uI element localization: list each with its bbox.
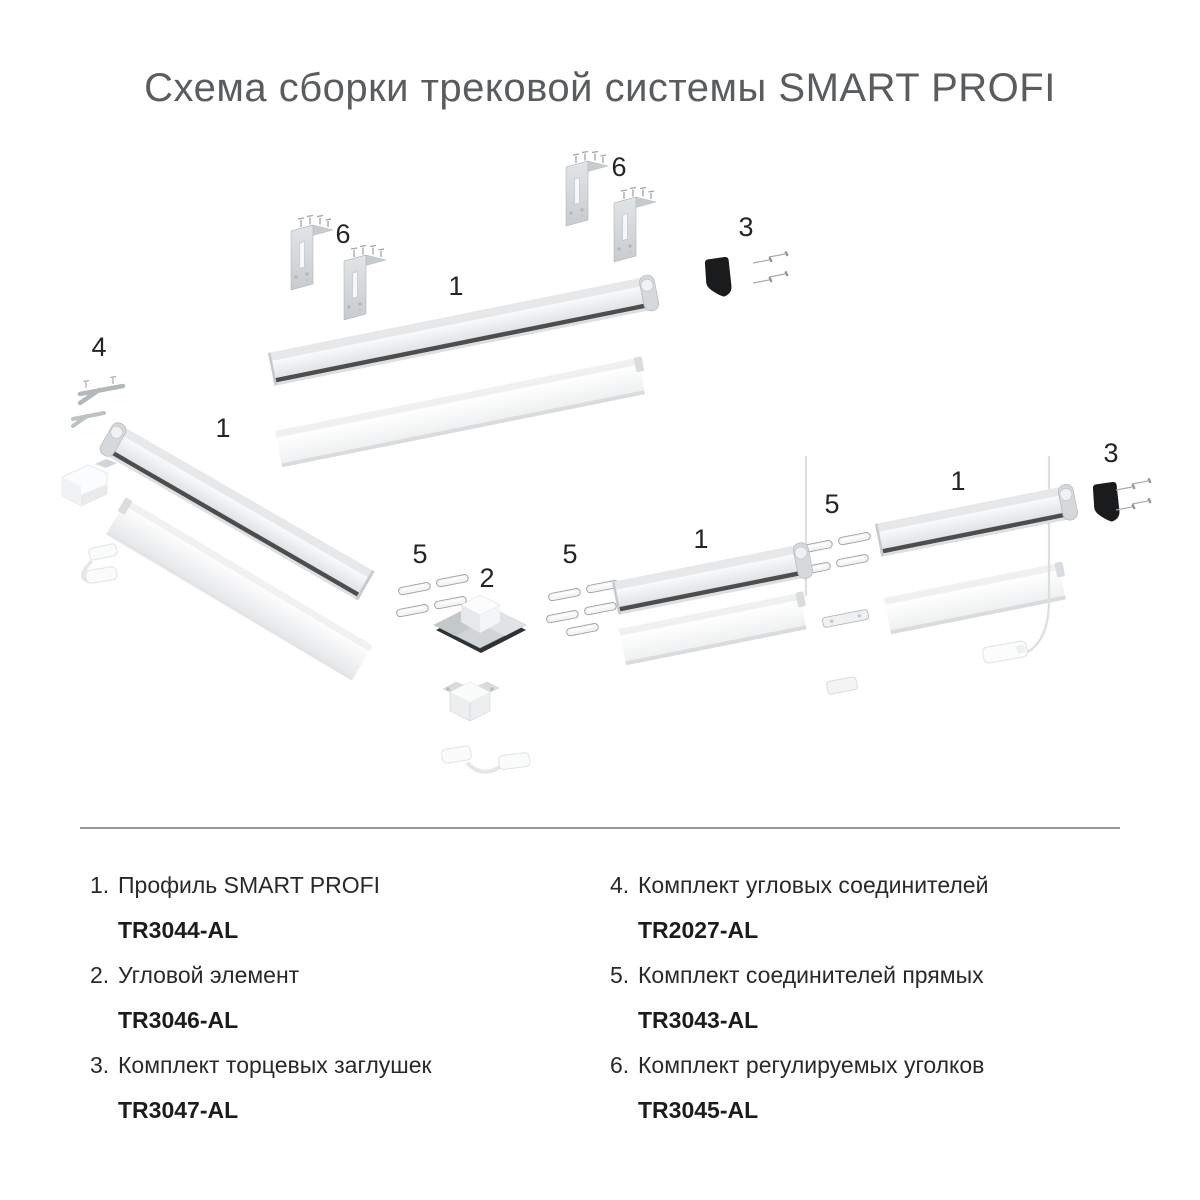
part-label-profile-left: 1 (215, 413, 231, 443)
legend-item-name: Комплект соединителей прямых (638, 962, 984, 988)
end-cap-right (1093, 478, 1151, 521)
part-label-brackets-left: 6 (335, 219, 351, 249)
corner-adapter (62, 459, 117, 506)
power-connector-right (982, 640, 1028, 663)
part-label-corner-connectors: 4 (91, 332, 107, 362)
straight-connector-kit-middle (546, 580, 619, 636)
legend-item-name: Комплект угловых соединителей (638, 872, 989, 898)
corner-connector-kit (73, 0, 123, 426)
end-cap-top (705, 251, 788, 296)
legend-divider (80, 827, 1120, 829)
legend-item-name: Профиль SMART PROFI (118, 872, 381, 898)
part-label-brackets-middle: 6 (611, 152, 627, 182)
legend-column-right (610, 872, 988, 1142)
corner-cover (443, 682, 499, 721)
legend-item-number: 5. (610, 962, 630, 988)
legend-item-number: 3. (90, 1052, 110, 1078)
legend-item-name: Угловой элемент (118, 962, 300, 988)
corner-power-cable (441, 745, 530, 771)
legend-column-left (90, 872, 610, 1142)
legend (90, 872, 988, 1142)
legend-item-number: 6. (610, 1052, 630, 1078)
page-title: Схема сборки трековой системы SMART PROFI (144, 66, 1056, 110)
connector-block (826, 676, 858, 694)
legend-item-code: TR3043-AL (638, 1007, 759, 1033)
power-cable-left (83, 543, 118, 584)
legend-item-name: Комплект регулируемых уголков (638, 1052, 985, 1078)
legend-item-code: TR3046-AL (118, 1007, 239, 1033)
part-label-straight-connectors-middle: 5 (562, 539, 578, 569)
legend-item-code: TR3044-AL (118, 917, 239, 943)
part-label-endcap-top: 3 (738, 212, 754, 242)
part-label-corner-element: 2 (479, 563, 495, 593)
part-label-profile-middle: 1 (693, 524, 709, 554)
part-label-straight-connectors-right: 5 (824, 489, 840, 519)
legend-item-number: 4. (610, 872, 630, 898)
diffuser-right (884, 561, 1070, 634)
legend-item-code: TR3047-AL (118, 1097, 239, 1123)
part-label-straight-connectors-left: 5 (412, 539, 428, 569)
part-label-profile-right: 1 (950, 466, 966, 496)
part-label-endcap-right: 3 (1103, 438, 1119, 468)
part-label-profile-top: 1 (448, 271, 464, 301)
legend-item-code: TR2027-AL (638, 917, 759, 943)
legend-item (90, 1052, 610, 1124)
legend-item-code: TR3045-AL (638, 1097, 759, 1123)
legend-item (90, 872, 610, 944)
legend-item (610, 872, 988, 944)
legend-item-name: Комплект торцевых заглушек (118, 1052, 432, 1078)
straight-connector-kit-left (396, 574, 469, 617)
mounting-plate (822, 609, 869, 628)
legend-item (90, 962, 610, 1034)
legend-item-number: 2. (90, 962, 110, 988)
legend-item-number: 1. (90, 872, 110, 898)
legend-item (610, 1052, 988, 1124)
legend-item (610, 962, 988, 1034)
